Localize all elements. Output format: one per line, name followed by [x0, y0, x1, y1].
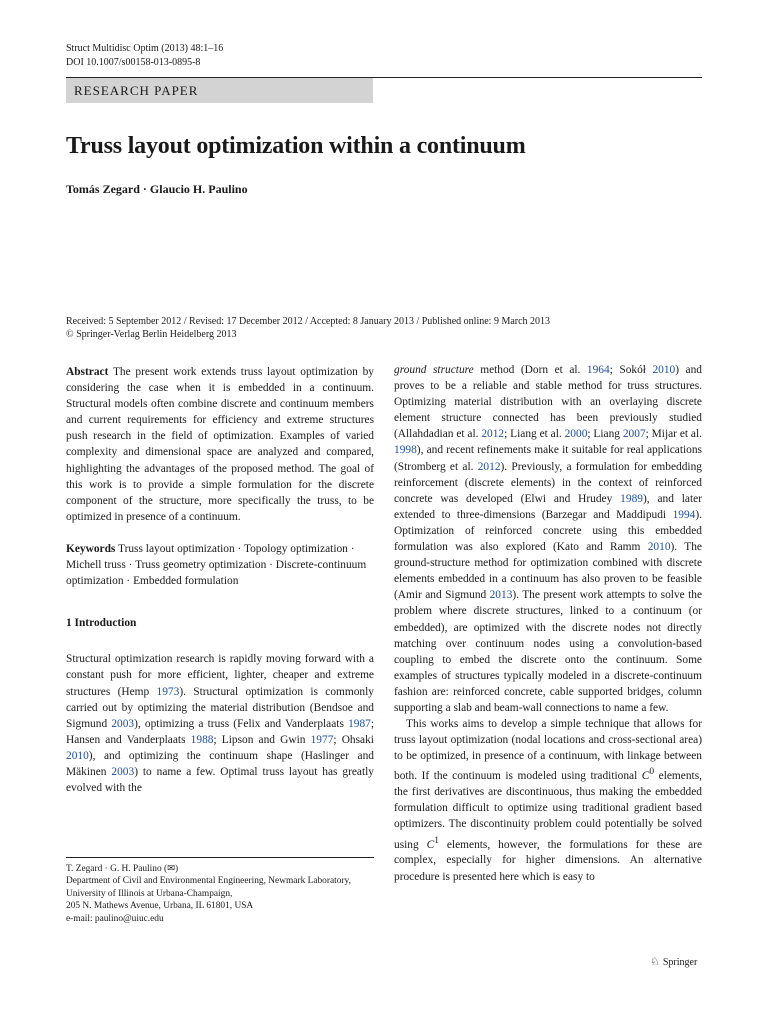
- author-list: Tomás Zegard · Glaucio H. Paulino: [66, 182, 248, 196]
- citation-link[interactable]: 1988: [190, 733, 214, 746]
- paper-title: Truss layout optimization within a continuum: [66, 133, 526, 159]
- copyright: © Springer-Verlag Berlin Heidelberg 2013: [66, 329, 237, 340]
- abstract-text: The present work extends truss layout optimization by considering the case when it is embedded in a continuum. Structural models often combine discrete and continuum members and current requirements for efficiency and extreme structures push research in the field of optimization. Examples of varied complexity and dimensional space are analyzed and compared, highlighting the advantages of the proposed method. The goal of this work is to provide a simple formulation for the discrete component of the structure, more specifically the truss, to be optimized in presence of a continuum.: [66, 366, 374, 523]
- citation-link[interactable]: 2010: [652, 364, 676, 376]
- citation-link[interactable]: 1964: [586, 364, 610, 376]
- dates-line: Received: 5 September 2012 / Revised: 17 December 2012 / Accepted: 8 January 2013 / Published online: 9 March 2013: [66, 316, 551, 327]
- section-heading-introduction: 1 Introduction: [66, 617, 137, 630]
- citation-link[interactable]: 1977: [310, 733, 334, 746]
- footnote-authors: T. Zegard · G. H. Paulino (✉): [66, 864, 179, 874]
- journal-header: [66, 42, 223, 70]
- citation-link[interactable]: 1973: [156, 685, 180, 698]
- abstract-label: Abstract: [66, 366, 109, 378]
- keywords-text: Truss layout optimization · Topology optimization · Michell truss · Truss geometry optimization · Discrete-continuum optimization · Embedded formulation: [66, 542, 367, 588]
- citation-link[interactable]: 2007: [622, 428, 646, 441]
- citation-link[interactable]: 1989: [620, 492, 643, 505]
- right-column: [394, 362, 702, 885]
- citation-link[interactable]: 2013: [489, 589, 513, 602]
- keywords-label: Keywords: [66, 542, 116, 555]
- citation-link[interactable]: 1987: [348, 717, 371, 730]
- abstract: [66, 364, 374, 525]
- citation-link[interactable]: 2003: [111, 717, 135, 730]
- keywords: [66, 541, 374, 589]
- citation-link[interactable]: 1998: [394, 444, 417, 457]
- citation-link[interactable]: 2012: [477, 460, 501, 473]
- publisher-logo: [650, 955, 697, 968]
- springer-horse-icon: ♘: [650, 955, 660, 968]
- citation-link[interactable]: 2003: [111, 765, 135, 778]
- citation-link[interactable]: 2012: [481, 428, 505, 441]
- author-affiliation-footnote: [66, 863, 376, 925]
- footnote-email[interactable]: e-mail: paulino@uiuc.edu: [66, 913, 164, 924]
- aims-paragraph: This works aims to develop a simple technique that allows for truss layout optimization (nodal locations and cross-sectional area) to be optimized, in presence of a continuum, with linkage between both. If the continuum is modeled using traditional $C^0$ elements, the first derivatives are discontinuous, thus making the embedded formulation difficult to optimize using traditional gradient based optimizers. The discontinuity problem could potentially be solved using $C^1$ elements, however, the formulations for these are complex, especially for higher dimensions. An alternative procedure is presented here which is easy to: [394, 718, 703, 883]
- ground-structure-paragraph: ground structure method (Dorn et al. 1964; Sokół 2010) and proves to be a reliable and stable method for truss structures. Optimizing material distribution with an overlaying discrete element structure connected has been previously studied (Allahdadian et al. 2012; Liang et al. 2000; Liang 2007; Mijar et al. 1998), and recent refinements make it suitable for real applications (Stromberg et al. 2012). Previously, a formulation for embedding reinforcement (discrete elements) in the context of reinforced concrete was developed (Elwi and Hrudey 1989), and later extended to three-dimensions (Barzegar and Maddipudi 1994). Optimization of reinforced concrete using this embedded formulation was also explored (Kato and Ramm 2010). The ground-structure method for optimization combined with discrete elements embedded in a continuum has also proven to be feasible (Amir and Sigmund 2013). The present work attempts to solve the problem where discrete structures, linked to a continuum (or embedded), are optimized with the discrete nodes not directly matching over continuum nodes using a convolution-based coupling to embed the discrete onto the continuum. Some examples of structures typically modeled in a discrete-continuum fashion are: reinforced concrete, cable supported bridges, column supporting a slab and beam-wall connections to name a few.: [394, 364, 703, 714]
- doi: DOI 10.1007/s00158-013-0895-8: [66, 57, 201, 68]
- left-column: [66, 364, 374, 796]
- citation-link[interactable]: 2010: [66, 749, 89, 762]
- publication-dates: [66, 315, 706, 341]
- footnote-address: 205 N. Mathews Avenue, Urbana, IL 61801, USA: [66, 901, 254, 912]
- article-type-banner: [66, 78, 373, 103]
- footnote-department: Department of Civil and Environmental Engineering, Newmark Laboratory, University of Illinois at Urbana-Champaign,: [66, 876, 351, 899]
- journal-citation: Struct Multidisc Optim (2013) 48:1–16: [66, 43, 224, 54]
- citation-link[interactable]: 2000: [564, 428, 588, 441]
- footnote-rule: [66, 857, 374, 858]
- citation-link[interactable]: 1994: [672, 508, 696, 521]
- intro-paragraph: Structural optimization research is rapidly moving forward with a constant push for more efficient, lighter, cheaper and extreme structures (Hemp 1973). Structural optimization is commonly carried out by optimizing the material distribution (Bendsoe and Sigmund 2003), optimizing a truss (Felix and Vanderplaats 1987; Hansen and Vanderplaats 1988; Lipson and Gwin 1977; Ohsaki 2010), and optimizing the continuum shape (Haslinger and Mäkinen 2003) to name a few. Optimal truss layout has greatly evolved with the: [66, 653, 375, 795]
- article-type-label: RESEARCH PAPER: [74, 83, 199, 98]
- publisher-name: Springer: [662, 957, 698, 968]
- citation-link[interactable]: 2010: [647, 541, 671, 554]
